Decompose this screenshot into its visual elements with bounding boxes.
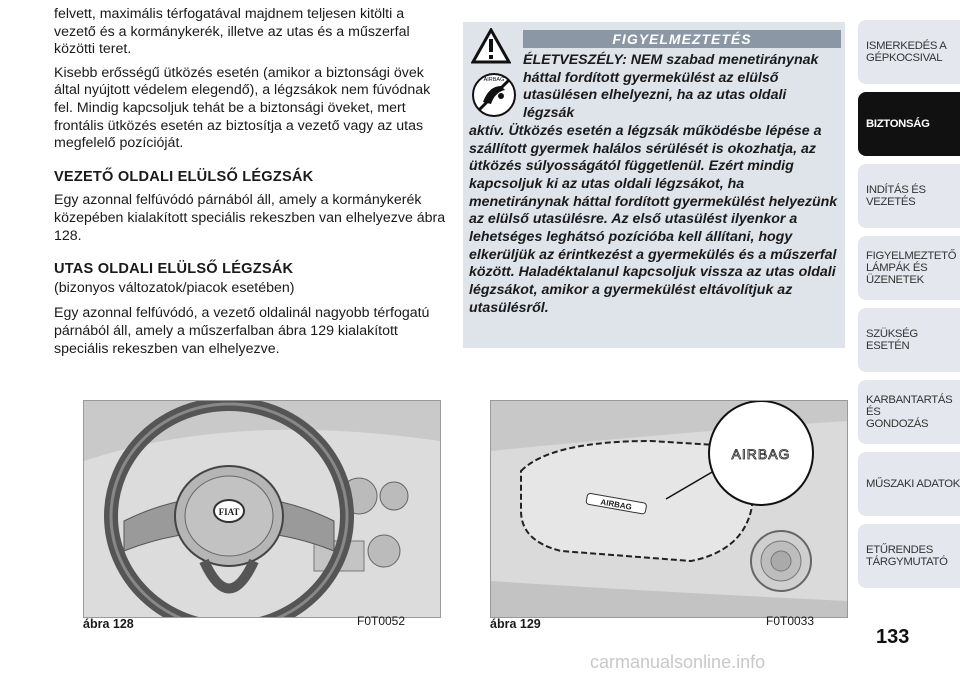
sidebar-tab-label: INDÍTÁS ÉS VEZETÉS xyxy=(866,184,926,208)
warning-text-indented: ÉLETVESZÉLY: NEM szabad menetiránynak háttal fordított gyermekülést az elülső utasülésen elhelyezni, ha az utas oldali légzsák xyxy=(523,52,819,122)
figure-129-code: F0T0033 xyxy=(766,614,815,628)
page-number: 133 xyxy=(876,626,910,648)
dashboard-airbag-large-label: AIRBAG xyxy=(731,446,791,462)
paragraph-2: Kisebb erősségű ütközés esetén (amikor a biztonsági övek által nyújtott védelem elegendő), a légzsákok nem fúvódnak fel. Mindig kapcsoljuk tehát be a biztonsági öveket, mert frontális ütközés esetén az biztosítja a vezető vagy az utas megfelelő pozícióját. xyxy=(54,64,431,152)
sidebar-tab-label: BIZTONSÁG xyxy=(866,118,930,130)
sidebar-tab-biztonsag[interactable] xyxy=(858,92,960,156)
sidebar-tab-figyelmezteto[interactable] xyxy=(858,236,960,300)
dashboard-airbag-illustration xyxy=(491,401,847,617)
sidebar-tab-label: MŰSZAKI ADATOK xyxy=(866,478,960,490)
sidebar-tab-inditas[interactable] xyxy=(858,164,960,228)
sidebar-tab-label: ETŰRENDES TÁRGYMUTATÓ xyxy=(866,544,948,568)
figure-128-code: F0T0052 xyxy=(357,614,406,628)
heading-driver-airbag: VEZETŐ OLDALI ELÜLSŐ LÉGZSÁK xyxy=(54,168,314,185)
figure-129-dashboard xyxy=(490,400,848,618)
sidebar-tab-label: KARBANTARTÁS ÉS GONDOZÁS xyxy=(866,394,953,430)
warning-text xyxy=(469,52,839,318)
heading-passenger-airbag: UTAS OLDALI ELÜLSŐ LÉGZSÁK xyxy=(54,261,294,278)
fiat-logo-text: FIAT xyxy=(218,507,240,517)
dashboard-airbag-small-label: AIRBAG xyxy=(599,497,633,512)
warning-title: FIGYELMEZTETÉS xyxy=(523,30,841,48)
sidebar-tab-ismerkedes[interactable] xyxy=(858,20,960,84)
subheading-passenger-airbag: (bizonyos változatok/piacok esetében) xyxy=(54,279,295,296)
chapter-sidebar xyxy=(858,20,960,596)
warning-text-rest: aktív. Ütközés esetén a légzsák működésbe lépése a szállított gyermek halálos sérülését is okozhatja, az ütközés súlyosságától függetlenül. Ezért mindig kapcsoljuk ki az utas oldali légzsákot, ha menetiránynak háttal fordított gyermekülést helyezünk az elülső utasülésre. Az első utasülést ilyenkor a lehetséges leghátsó pozícióba kell állítani, hogy elkerüljük az érintkezést a gyermekülés és a műszerfal között. Haladéktalanul kapcsoljuk vissza az utas oldali légzsákot, amikor a gyermekülést eltávolítjuk az utasülésről. xyxy=(469,122,838,316)
figure-129-caption: ábra 129 xyxy=(490,617,541,631)
figure-128-caption: ábra 128 xyxy=(83,617,134,631)
sidebar-tab-label: SZÜKSÉG ESETÉN xyxy=(866,328,918,352)
paragraph-1: felvett, maximális térfogatával majdnem teljesen kitölti a vezető és a kormánykerék, illetve az utas és a műszerfal közötti teret. xyxy=(54,6,410,58)
paragraph-3: Egy azonnal felfúvódó párnából áll, amely a kormánykerék közepében kialakított speciális rekeszben van elhelyezve ábra 128. xyxy=(54,192,446,244)
sidebar-tab-label: FIGYELMEZTETŐ LÁMPÁK ÉS ÜZENETEK xyxy=(866,250,957,286)
warning-box xyxy=(463,22,845,348)
sidebar-tab-muszaki[interactable] xyxy=(858,452,960,516)
sidebar-tab-karbantartas[interactable] xyxy=(858,380,960,444)
sidebar-tab-targymutato[interactable] xyxy=(858,524,960,588)
sidebar-tab-szukseg[interactable] xyxy=(858,308,960,372)
icon-airbag-text: AIRBAG xyxy=(483,77,505,83)
paragraph-4: Egy azonnal felfúvódó, a vezető oldalinál nagyobb térfogatú párnából áll, amely a műszerfalban ábra 129 kialakított speciális rekeszben van elhelyezve. xyxy=(54,305,430,357)
left-column xyxy=(54,6,446,364)
sidebar-tab-label: ISMERKEDÉS A GÉPKOCSIVAL xyxy=(866,40,947,64)
steering-wheel-illustration xyxy=(84,401,440,617)
figure-128-steering-wheel xyxy=(83,400,441,618)
watermark: carmanualsonline.info xyxy=(590,652,766,672)
